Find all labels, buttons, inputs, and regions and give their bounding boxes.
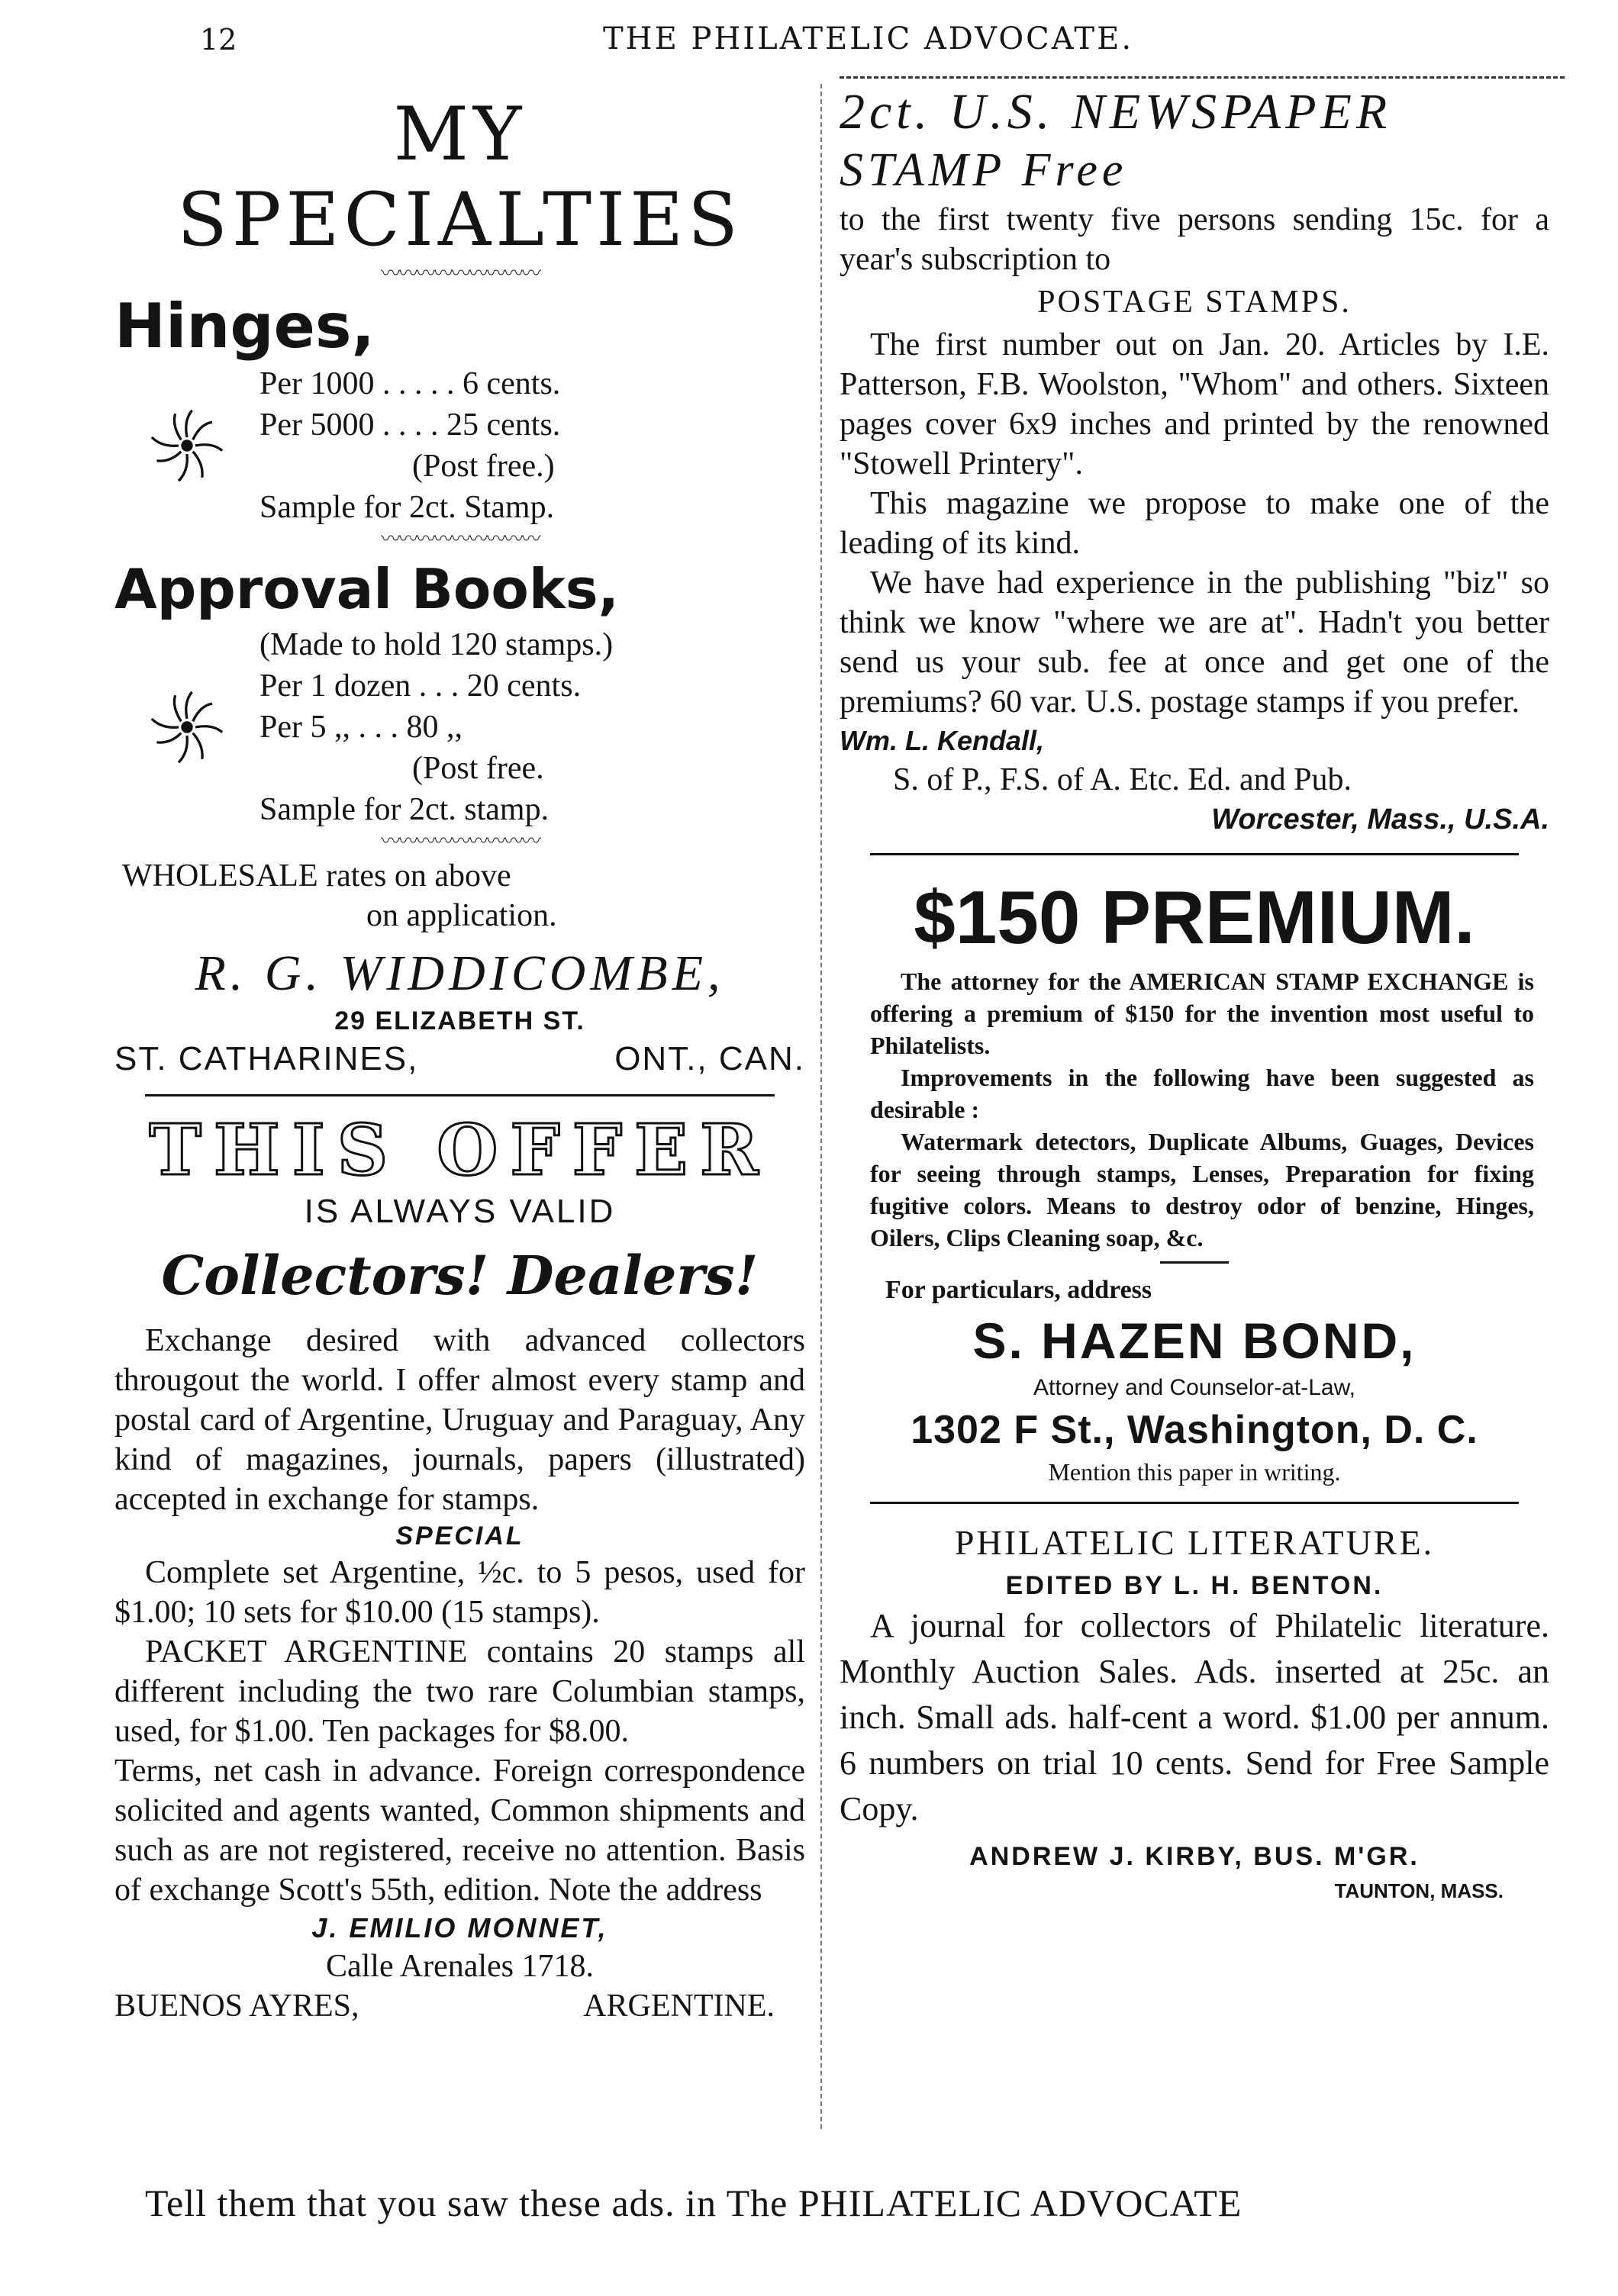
offer-subtitle: IS ALWAYS VALID: [304, 1193, 616, 1230]
dealer-province: ONT., CAN.: [614, 1040, 805, 1077]
special-paragraph: Complete set Argentine, ½c. to 5 pesos, used for $1.00; 10 sets for $10.00 (15 stamps).: [114, 1555, 805, 1630]
signature-name: J. EMILIO MONNET,: [311, 1912, 608, 1943]
running-head: THE PHILATELIC ADVOCATE.: [603, 21, 1134, 56]
terms-paragraph: Terms, net cash in advance. Foreign correspondence solicited and agents wanted, Common shipments and such as are not registered, receive no attention. Basis of exchange Scott's 55th, edition. Note the address: [114, 1753, 805, 1908]
approval-line: (Post free.: [412, 751, 544, 786]
hinges-line: Sample for 2ct. Stamp.: [259, 490, 555, 525]
literature-manager: ANDREW J. KIRBY, BUS. M'GR.: [969, 1842, 1420, 1871]
packet-paragraph: PACKET ARGENTINE contains 20 stamps all different including the two rare Columbian stamps, used, for $1.00. Ten packages for $8.00.: [114, 1634, 805, 1749]
approval-prices: [259, 624, 613, 830]
ornament-squiggle: 〰〰〰〰〰〰〰〰〰: [380, 528, 539, 550]
sunburst-ornament-icon: [145, 685, 229, 769]
newspaper-stamp-title: 2ct. U.S. NEWSPAPER: [840, 84, 1392, 140]
special-label: SPECIAL: [395, 1522, 524, 1551]
bond-title: Attorney and Counselor-at-Law,: [1033, 1375, 1355, 1400]
newspaper-stamp-subtitle: STAMP Free: [840, 144, 1128, 196]
newspaper-signature-place: Worcester, Mass., U.S.A.: [1211, 803, 1549, 836]
signature-country: ARGENTINE.: [583, 1988, 775, 2024]
premium-paragraph: Watermark detectors, Duplicate Albums, Guages, Devices for seeing through stamps, Lenses, Preparation for fixing fugitive colors. Means to destroy odor of benzine, Hinges, Oilers, Clips Cleaning soap, &c.: [870, 1128, 1534, 1251]
approval-block: [145, 624, 805, 830]
signature-city-row: [114, 1986, 805, 2026]
dealer-name: R. G. WIDDICOMBE,: [195, 945, 725, 1001]
right-column: [840, 84, 1549, 1905]
literature-title: PHILATELIC LITERATURE.: [954, 1523, 1435, 1562]
signature-street: Calle Arenales 1718.: [325, 1949, 595, 1984]
sunburst-ornament-icon: [145, 404, 229, 488]
newspaper-paragraph: We have had experience in the publishing "biz" so think we know "where we are at". Hadn't you better send us your sub. fee at once and get one of the premiums? 60 var. U.S. postage stamps if you prefer.: [840, 565, 1549, 720]
approval-line: Sample for 2ct. stamp.: [259, 792, 550, 827]
divider-rule: [870, 1502, 1519, 1504]
hinges-title: Hinges,: [114, 291, 375, 362]
offer-title: THIS OFFER: [149, 1109, 771, 1191]
hinges-line: Per 5000 . . . . 25 cents.: [259, 407, 561, 443]
newspaper-paragraph: This magazine we propose to make one of the leading of its kind.: [840, 486, 1549, 561]
approval-line: Per 1 dozen . . . 20 cents.: [259, 668, 582, 704]
wholesale-line: WHOLESALE rates on above: [122, 858, 511, 894]
hinges-block: [145, 363, 805, 528]
page-number: 12: [200, 23, 237, 56]
hinges-line: (Post free.): [412, 449, 555, 484]
literature-editor: EDITED BY L. H. BENTON.: [1005, 1571, 1384, 1600]
dealer-street: 29 ELIZABETH ST.: [334, 1006, 585, 1035]
footer-line: Tell them that you saw these ads. in The PHILATELIC ADVOCATE: [145, 2182, 1243, 2224]
ornament-squiggle: 〰〰〰〰〰〰〰〰〰: [380, 830, 539, 852]
approval-line: Per 5 ,, . . . 80 ,,: [259, 710, 463, 745]
hinges-line: Per 1000 . . . . . 6 cents.: [259, 366, 561, 401]
newspaper-signature: Wm. L. Kendall,: [840, 725, 1045, 756]
signature-city: BUENOS AYRES,: [114, 1988, 359, 2024]
ornament-squiggle: 〰〰〰〰〰〰〰〰〰: [380, 262, 539, 285]
dealer-city-row: [114, 1038, 805, 1080]
specialties-title: MY SPECIALTIES: [177, 92, 743, 262]
bond-mention: Mention this paper in writing.: [1048, 1458, 1341, 1486]
short-rule: [1160, 1261, 1229, 1264]
dealer-city: ST. CATHARINES,: [114, 1040, 419, 1077]
premium-paragraph: Improvements in the following have been suggested as desirable :: [870, 1064, 1534, 1123]
bond-name: S. HAZEN BOND,: [972, 1312, 1417, 1369]
newspaper-intro: to the first twenty five persons sending 15c. for a year's subscription to: [840, 202, 1549, 277]
literature-place: TAUNTON, MASS.: [1334, 1879, 1504, 1902]
exchange-paragraph: Exchange desired with advanced collectors througout the world. I offer almost every stamp and postal card of Argentine, Uruguay and Paraguay, Any kind of magazines, journals, papers (illustrated) accepted in exchange for stamps.: [114, 1323, 805, 1517]
column-separator: [820, 84, 822, 2129]
divider-rule: [145, 1094, 775, 1096]
literature-paragraph: A journal for collectors of Philatelic literature. Monthly Auction Sales. Ads. inserted at 25c. an inch. Small ads. half-cent a word. $1.00 per annum. 6 numbers on trial 10 cents. Send for Free Sample Copy.: [840, 1607, 1549, 1827]
bond-address: 1302 F St., Washington, D. C.: [911, 1408, 1478, 1452]
approval-title: Approval Books,: [114, 557, 619, 621]
premium-address-intro: For particulars, address: [885, 1276, 1152, 1304]
wholesale-line: on application.: [366, 898, 557, 933]
newspaper-signature-title: S. of P., F.S. of A. Etc. Ed. and Pub.: [893, 762, 1352, 797]
approval-line: (Made to hold 120 stamps.): [259, 627, 614, 662]
newspaper-paragraph: The first number out on Jan. 20. Articles by I.E. Patterson, F.B. Woolston, "Whom" and others. Sixteen pages cover 6x9 inches and printed by the renowned "Stowell Printery".: [840, 327, 1549, 481]
magazine-name: POSTAGE STAMPS.: [1037, 285, 1352, 320]
premium-title: $150 PREMIUM.: [914, 875, 1475, 959]
left-column: [114, 84, 805, 2026]
collectors-title: Collectors! Dealers!: [161, 1244, 759, 1307]
hinges-prices: [259, 363, 560, 528]
header-rule: [840, 76, 1565, 79]
premium-paragraph: The attorney for the AMERICAN STAMP EXCHANGE is offering a premium of $150 for the invention most useful to Philatelists.: [870, 968, 1534, 1059]
divider-rule: [870, 853, 1519, 855]
